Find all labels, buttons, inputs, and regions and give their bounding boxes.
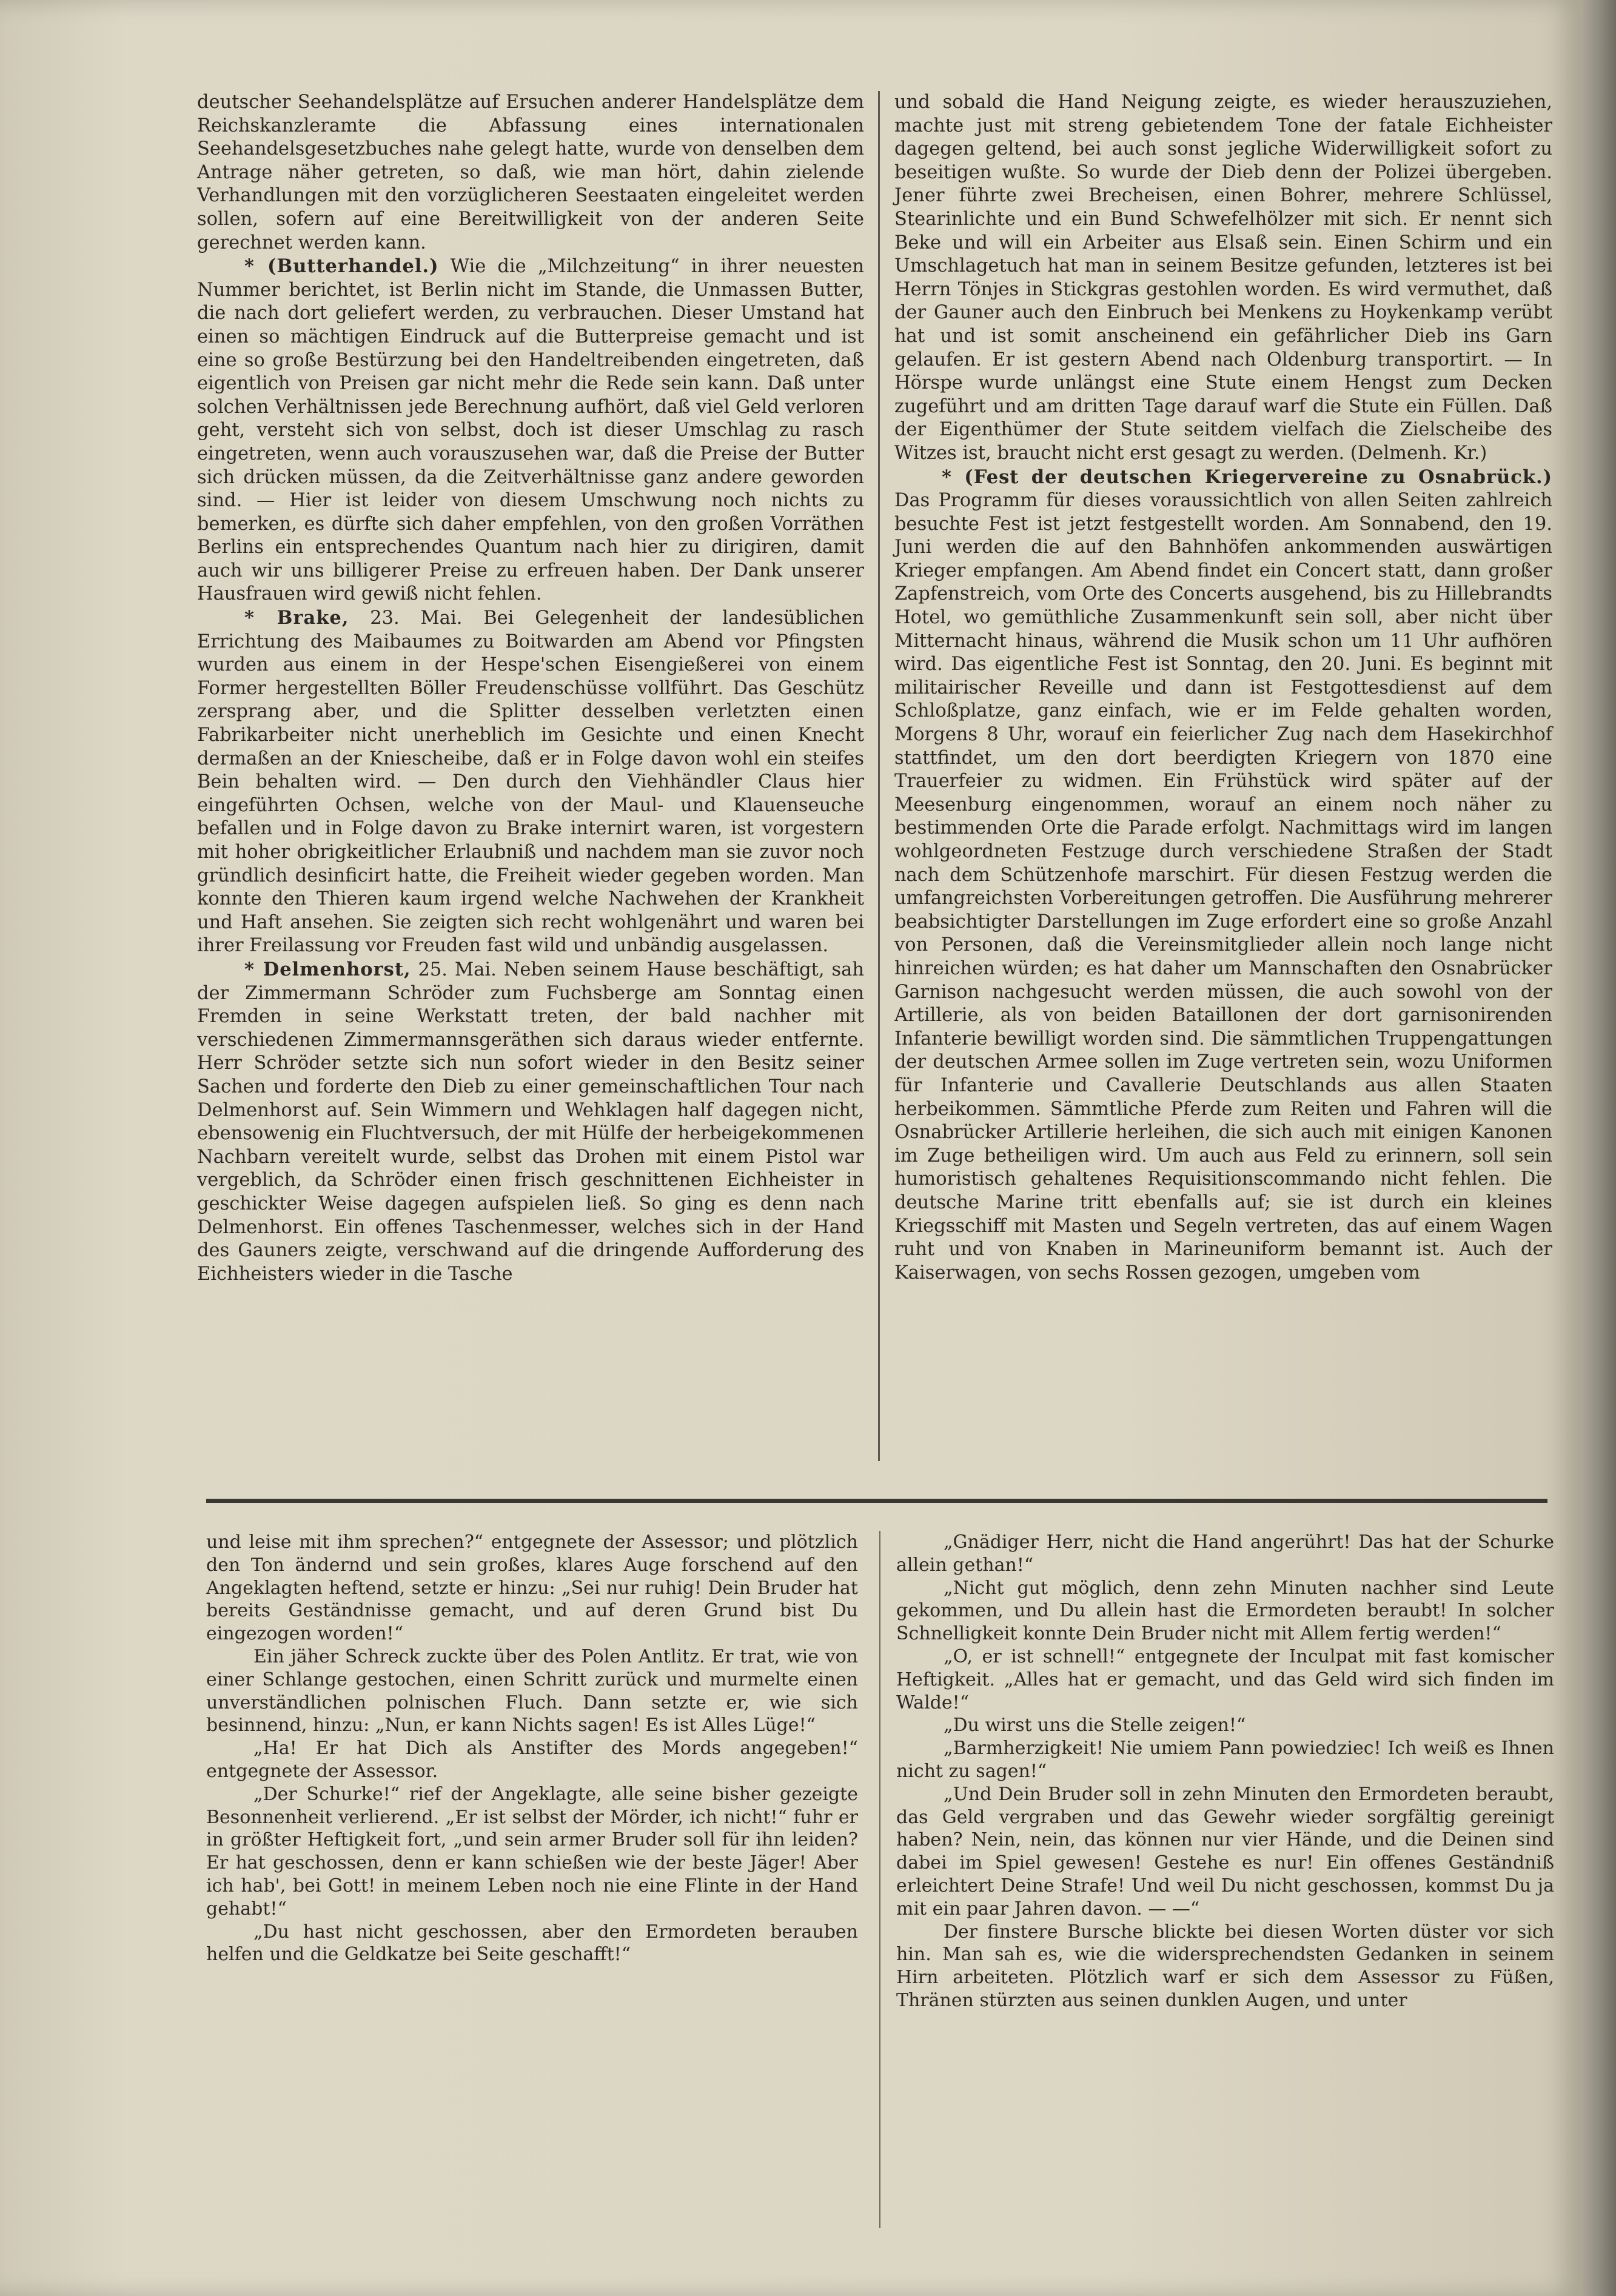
news-paragraph: und sobald die Hand Neigung zeigte, es wieder herauszuziehen, machte just mit streng gebietendem Tone der fatale Eichheister dagegen geltend, bei auch sonst jegliche Widerwilligkeit sofort zu beseitigen wußte. So wurde der Dieb denn der Polizei übergeben. Jener führte zwei Brecheisen, einen Bohrer, mehrere Schlüssel, Stearinlichte und ein Bund Schwefelhölzer mit sich. Er nennt sich Beke und will ein Arbeiter aus Elsaß sein. Einen Schirm und ein Umschlagetuch hat man in seinem Besitze gefunden, letzteres ist bei Herrn Tönjes in Stickgras gestohlen worden. Es wird vermuthet, daß der Gauner auch den Einbruch bei Menkens zu Hoykenkamp verübt hat und ist somit anscheinend ein gefährlicher Dieb ins Garn gelaufen. Er ist gestern Abend nach Oldenburg transportirt. — In Hörspe wurde unlängst eine Stute einem Hengst zum Decken zugeführt und am dritten Tage darauf warf die Stute ein Füllen. Daß der Eigenthümer der Stute seitdem vielfach die Zielscheibe des Witzes ist, braucht nicht erst gesagt zu werden. (Delmenh. Kr.) <box>894 92 1552 464</box>
news-paragraph: * Brake, 23. Mai. Bei Gelegenheit der landesüblichen Errichtung des Maibaumes zu Boitwarden am Abend vor Pfingsten wurden aus einem in der Hespe'schen Eisengießerei von einem Former hergestellten Böller Freudenschüsse vollführt. Das Geschütz zersprang aber, und die Splitter desselben verletzten einen Fabrikarbeiter nicht unerheblich im Gesichte und einen Knecht dermaßen an der Kniescheibe, daß er in Folge davon wohl ein steifes Bein behalten wird. — Den durch den Viehhändler Claus hier eingeführten Ochsen, welche von der Maul- und Klauenseuche befallen und in Folge davon zu Brake internirt waren, ist vorgestern mit hoher obrigkeitlicher Erlaubniß und nachdem man sie zuvor noch gründlich desinficirt hatte, die Freiheit wieder gegeben worden. Man konnte den Thieren kaum irgend welche Nachwehen der Krankheit und Haft ansehen. Sie zeigten sich recht wohlgenährt und waren bei ihrer Freilassung vor Freuden fast wild und unbändig ausgelassen. <box>197 607 864 957</box>
story-paragraph: „Ha! Er hat Dich als Anstifter des Mords angegeben!“ entgegnete der Assessor. <box>206 1738 858 1782</box>
column-divider <box>878 91 880 1461</box>
story-paragraph: „Du wirst uns die Stelle zeigen!“ <box>944 1715 1246 1736</box>
news-heading: * (Fest der deutschen Kriegervereine zu Osnabrück.) <box>942 466 1552 488</box>
news-paragraph: deutscher Seehandelsplätze auf Ersuchen anderer Handelsplätze dem Reichskanzleramte die Abfassung eines internationalen Seehandelsgesetzbuches nahe gelegt hatte, wurde von denselben dem Antrage näher getreten, so daß, wie man hört, dahin zielende Verhandlungen mit den vorzüglicheren Seestaaten eingeleitet werden sollen, sofern auf eine Bereitwilligkeit von der anderen Seite gerechnet werden kann. <box>197 92 864 253</box>
news-heading: * Delmenhorst, <box>244 958 411 980</box>
story-paragraph: „Der Schurke!“ rief der Angeklagte, alle seine bisher gezeigte Besonnenheit verlierend. „Er ist selbst der Mörder, ich nicht!“ fuhr er in größter Heftigkeit fort, „und sein armer Bruder soll für ihn leiden? Er hat geschossen, denn er kann schießen wie der beste Jäger! Aber ich hab', bei Gott! in meinem Leben noch nie eine Flinte in der Hand gehabt!“ <box>206 1783 858 1919</box>
news-column-right <box>894 91 1552 1285</box>
page-edge <box>1583 0 1616 2296</box>
news-column-left <box>197 91 864 1286</box>
news-paragraph: * (Butterhandel.) Wie die „Milchzeitung“ in ihrer neuesten Nummer berichtet, ist Berlin nicht im Stande, die Unmassen Butter, die nach dort geliefert werden, zu verbrauchen. Dieser Umstand hat einen so mächtigen Eindruck auf die Butterpreise gemacht und ist eine so große Bestürzung bei den Handeltreibenden eingetreten, daß eigentlich von Preisen gar nicht mehr die Rede sein kann. Daß unter solchen Verhältnissen jede Berechnung aufhört, daß viel Geld verloren geht, versteht sich von selbst, doch ist dieser Umschlag zu rasch eingetreten, wenn auch vorauszusehen war, daß die Preise der Butter sich drücken müssen, da die Zeitverhältnisse ganz andere geworden sind. — Hier ist leider von diesem Umschwung noch nichts zu bemerken, es dürfte sich daher empfehlen, von den großen Vorräthen Berlins ein entsprechendes Quantum nach hier zu dirigiren, damit auch wir uns billigerer Preise zu erfreuen haben. Der Dank unserer Hausfrauen wird gewiß nicht fehlen. <box>197 255 864 605</box>
story-paragraph: „Und Dein Bruder soll in zehn Minuten den Ermordeten beraubt, das Geld vergraben und das Gewehr wieder sorgfältig gereinigt haben? Nein, nein, das können nur vier Hände, und die Deinen sind dabei im Spiel gewesen! Gestehe es nur! Ein offenes Geständniß erleichtert Deine Strafe! Und weil Du nicht geschossen, kommst Du ja mit ein paar Jahren davon. — —“ <box>896 1783 1554 1919</box>
story-paragraph: „O, er ist schnell!“ entgegnete der Inculpat mit fast komischer Heftigkeit. „Alles hat er gemacht, und das Geld wird sich finden im Walde!“ <box>896 1645 1554 1713</box>
news-heading: * (Butterhandel.) <box>244 255 439 278</box>
story-column-left <box>206 1531 858 1966</box>
feuilleton-rule <box>206 1499 1547 1503</box>
story-paragraph: „Nicht gut möglich, denn zehn Minuten nachher sind Leute gekommen, und Du allein hast die Ermordeten beraubt! In solcher Schnelligkeit konnte Dein Bruder nicht mit Allem fertig werden!“ <box>896 1577 1554 1645</box>
story-paragraph: „Gnädiger Herr, nicht die Hand angerührt! Das hat der Schurke allein gethan!“ <box>896 1531 1554 1576</box>
story-paragraph: Der finstere Bursche blickte bei diesen Worten düster vor sich hin. Man sah es, wie die widersprechendsten Gedanken in seinem Hirn arbeiteten. Plötzlich warf er sich dem Assessor zu Füßen, Thränen stürzten aus seinen dunklen Augen, und unter <box>896 1921 1554 2011</box>
story-paragraph: und leise mit ihm sprechen?“ entgegnete der Assessor; und plötzlich den Ton ändernd und sein großes, klares Auge forschend auf den Angeklagten heftend, setzte er hinzu: „Sei nur ruhig! Dein Bruder hat bereits Geständnisse gemacht, und auf deren Grund bist Du eingezogen worden!“ <box>206 1531 858 1645</box>
news-paragraph: * Delmenhorst, 25. Mai. Neben seinem Hause beschäftigt, sah der Zimmermann Schröder zum Fuchsberge am Sonntag einen Fremden in seine Werkstatt treten, der bald nachher mit verschiedenen Zimmermannsgeräthen sich daraus wieder entfernte. Herr Schröder setzte sich nun sofort wieder in den Besitz seiner Sachen und forderte den Dieb zu einer gemeinschaftlichen Tour nach Delmenhorst auf. Sein Wimmern und Wehklagen half dagegen nicht, ebensowenig ein Fluchtversuch, der mit Hülfe der herbeigekommenen Nachbarn vereitelt wurde, selbst das Drohen mit einem Pistol war vergeblich, da Schröder einen frisch geschnittenen Eichheister in geschickter Weise dagegen aufspielen ließ. So ging es denn nach Delmenhorst. Ein offenes Taschenmesser, welches sich in der Hand des Gauners zeigte, verschwand auf die dringende Aufforderung des Eichheisters wieder in die Tasche <box>197 958 864 1285</box>
story-paragraph: Ein jäher Schreck zuckte über des Polen Antlitz. Er trat, wie von einer Schlange gestochen, einen Schritt zurück und murmelte einen unverständlichen polnischen Fluch. Dann setzte er, wie sich besinnend, hinzu: „Nun, er kann Nichts sagen! Es ist Alles Lüge!“ <box>206 1645 858 1736</box>
story-column-right <box>896 1531 1554 2012</box>
column-divider <box>879 1531 880 2228</box>
news-paragraph: * (Fest der deutschen Kriegervereine zu Osnabrück.) Das Programm für dieses voraussichtlich von allen Seiten zahlreich besuchte Fest ist jetzt festgestellt worden. Am Sonnabend, den 19. Juni werden die auf den Bahnhöfen ankommenden auswärtigen Krieger empfangen. Am Abend findet ein Concert statt, dann großer Zapfenstreich, vom Orte des Concerts ausgehend, bis zu Hillebrandts Hotel, wo gemüthliche Zusammenkunft sein soll, aber nicht über Mitternacht hinaus, während die Musik schon um 11 Uhr aufhören wird. Das eigentliche Fest ist Sonntag, den 20. Juni. Es beginnt mit militairischer Reveille und dann ist Festgottesdienst auf dem Schloßplatze, ganz einfach, wie er im Felde gehalten worden, Morgens 8 Uhr, worauf ein feierlicher Zug nach dem Hasekirchhof stattfindet, um den dort beerdigten Kriegern von 1870 eine Trauerfeier zu widmen. Ein Frühstück wird später auf der Meesenburg eingenommen, worauf an einem noch näher zu bestimmenden Orte die Parade erfolgt. Nachmittags wird im langen wohlgeordneten Festzuge durch verschiedene Straßen der Stadt nach dem Schützenhofe marschirt. Für diesen Festzug werden die umfangreichsten Vorbereitungen getroffen. Die Ausführung mehrerer beabsichtigter Darstellungen im Zuge erfordert eine so große Anzahl von Personen, daß die Vereinsmitglieder allein noch lange nicht hinreichen würden; es hat daher um Mannschaften den Osnabrücker Garnison nachgesucht werden müssen, die auch sowohl von der Artillerie, als von beiden Bataillonen der dort garnisonirenden Infanterie bewilligt worden sind. Die sämmtlichen Truppengattungen der deutschen Armee sollen im Zuge vertreten sein, wozu Uniformen für Infanterie und Cavallerie Deutschlands aus allen Staaten herbeikommen. Sämmtliche Pferde zum Reiten und Fahren will die Osnabrücker Artillerie herleihen, die sich auch mit einigen Kanonen im Zuge betheiligen wird. Um auch aus Feld zu erinnern, soll sein humoristisch gehaltenes Requisitionscommando nicht fehlen. Die deutsche Marine tritt ebenfalls auf; sie ist durch ein kleines Kriegsschiff mit Masten und Segeln vertreten, das auf einem Wagen ruht und von Knaben in Marineuniform bemannt ist. Auch der Kaiserwagen, von sechs Rossen gezogen, umgeben vom <box>894 466 1552 1284</box>
story-paragraph: „Du hast nicht geschossen, aber den Ermordeten berauben helfen und die Geldkatze bei Seite geschafft!“ <box>206 1921 858 1966</box>
story-paragraph: „Barmherzigkeit! Nie umiem Pann powiedziec! Ich weiß es Ihnen nicht zu sagen!“ <box>896 1738 1554 1782</box>
news-heading: * Brake, <box>244 607 349 629</box>
